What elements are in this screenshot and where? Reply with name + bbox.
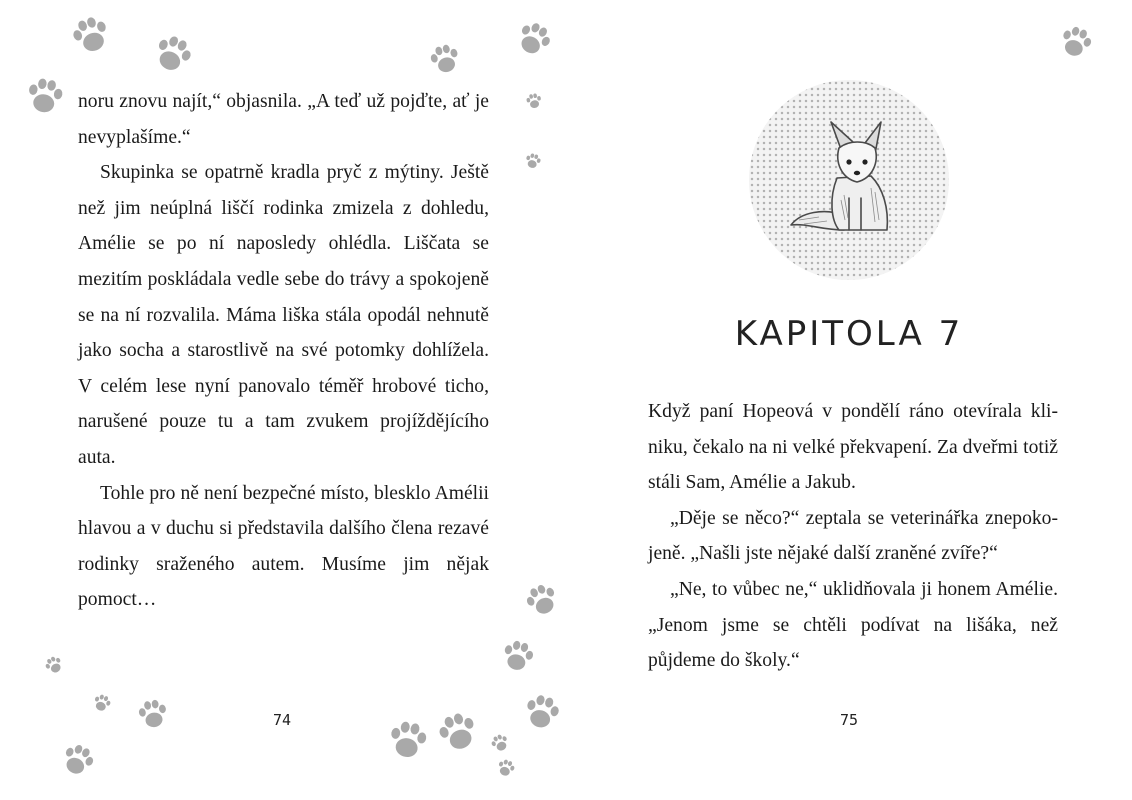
fox-cub-illustration	[749, 80, 949, 280]
right-page-text	[648, 394, 1058, 679]
paw-print-icon	[524, 91, 545, 112]
paw-print-icon	[21, 72, 70, 121]
page-number: 75	[840, 711, 859, 729]
paw-print-icon	[133, 694, 172, 733]
paragraph: noru znovu najít,“ objasnila. „A teď už pojďte, ať je nevyplašíme.“	[78, 91, 489, 148]
paragraph: Tohle pro ně není bezpečné místo, blesklo Amélii hlavou a v duchu si představila dalšího člena rezavé rodinky sraženého autem. Musíme jim nějak pomoct…	[78, 482, 489, 611]
paragraph: Když paní Hopeová v pondělí ráno otevírala kliniku, čekalo na ni velké překvapení. Za dveřmi totiž stáli Sam, Amélie a Jakub.	[648, 401, 1058, 494]
right-page	[566, 0, 1132, 800]
fox-cub-icon	[749, 80, 949, 280]
page-number: 74	[273, 711, 292, 729]
paragraph: „Děje se něco?“ zeptala se veterinářka znepokojeně. „Našli jste nějaké další zraněné zvíře?“	[648, 507, 1058, 565]
paragraph: „Ne, to vůbec ne,“ uklidňovala ji honem Amélie. „Jenom jsme se chtěli podívat na lišáka, než půjdeme do školy.“	[648, 578, 1058, 672]
left-page-text	[78, 84, 489, 618]
chapter-title: KAPITOLA 7	[734, 314, 964, 354]
paragraph: Skupinka se opatrně kradla pryč z mýtiny. Ještě než jim neúplná liščí rodinka zmizela z dohledu, Amélie se po ní naposledy ohlédla. Liščata se mezitím poskládala vedle sebe do trávy a spokojeně se na ní rozvalila. Máma liška stála opodál nehnutě jako socha a starostlivě na své potomky dohlížela. V celém lese nyní panovalo téměř hrobové ticho, narušené pouze tu a tam zvukem projíždějícího auta.	[78, 162, 489, 468]
paw-print-icon	[383, 715, 434, 766]
